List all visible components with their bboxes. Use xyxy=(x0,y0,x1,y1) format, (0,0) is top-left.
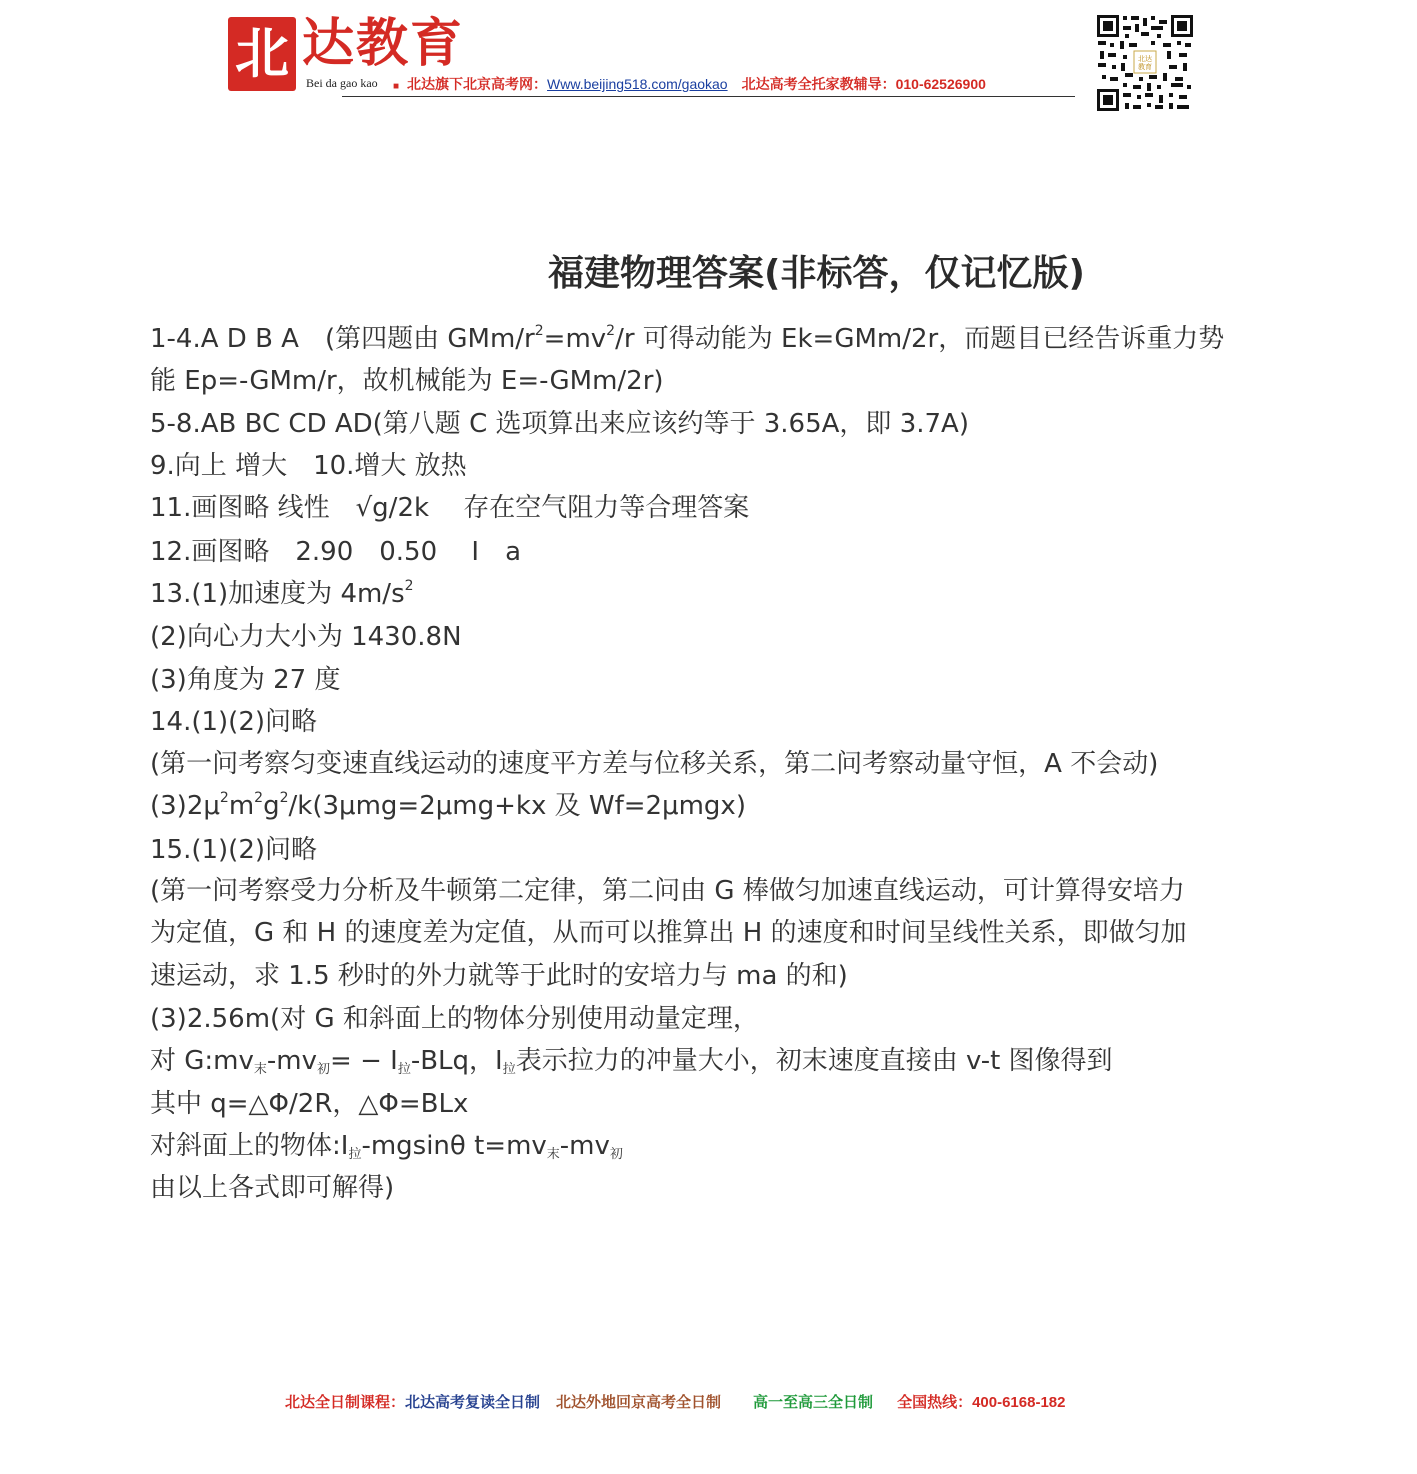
answer-line-3: 5-8.AB BC CD AD(第八题 C 选项算出来应该约等于 3.65A，即 3.7A) xyxy=(150,409,969,439)
answer-line-14: (第一问考察受力分析及牛顿第二定律，第二问由 G 棒做匀加速直线运动，可计算得安培力 xyxy=(150,876,1185,906)
answer-line-19: 其中 q=△Φ/2R，△Φ=BLx xyxy=(150,1089,469,1119)
answer-line-15: 为定值，G 和 H 的速度差为定值，从而可以推算出 H 的速度和时间呈线性关系，即做匀加 xyxy=(150,918,1187,948)
answer-line-8: (2)向心力大小为 1430.8N xyxy=(150,622,462,652)
answer-line-17: (3)2.56m(对 G 和斜面上的物体分别使用动量定理， xyxy=(150,1004,759,1034)
footer xyxy=(285,1393,1065,1413)
logo-title: 达教育 xyxy=(302,13,465,74)
answer-line-16: 速运动，求 1.5 秒时的外力就等于此时的安培力与 ma 的和) xyxy=(150,961,848,991)
answer-line-4: 9.向上 增大 10.增大 放热 xyxy=(150,451,467,481)
header-info-prefix: 北达旗下北京高考网： xyxy=(407,76,548,92)
answer-line-1: 1-4.A D B A (第四题由 GMm/$r^2=mv^2/r$ 可得动能为 Ek=GMm/2r，而题目已经告诉重力势 xyxy=(150,323,1225,354)
logo-char: 北 xyxy=(235,21,289,85)
answer-line-11: (第一问考察匀变速直线运动的速度平方差与位移关系，第二问考察动量守恒，A 不会动) xyxy=(150,749,1159,779)
answer-line-21: 由以上各式即可解得) xyxy=(150,1173,395,1203)
header-website-link[interactable]: Www.beijing518.com/gaokao xyxy=(547,76,728,92)
header-info xyxy=(393,75,986,96)
logo-subtitle: Bei da gao kao xyxy=(306,76,378,90)
footer-hotline: 全国热线：400-6168-182 xyxy=(897,1394,1066,1411)
answer-line-2: 能 Ep=-GMm/r，故机械能为 E=-GMm/2r) xyxy=(150,366,664,396)
footer-course-repeat: 北达高考复读全日制 xyxy=(405,1394,541,1411)
header-info-suffix: 北达高考全托家教辅导：010-62526900 xyxy=(741,76,986,92)
answer-line-18: 对 $G:mv_末-mv_初= - I_拉-BLq$，$I_拉$表示拉力的冲量大小，初末速度直接由 v-t 图像得到 xyxy=(150,1046,1113,1077)
answer-line-5: 11.画图略 线性 √g/2k 存在空气阻力等合理答案 xyxy=(150,493,750,523)
svg-text:北达: 北达 xyxy=(1138,55,1152,63)
square-bullet-icon: ■ xyxy=(393,81,400,92)
footer-course-highschool: 高一至高三全日制 xyxy=(753,1394,874,1411)
answer-line-10: 14.(1)(2)问略 xyxy=(150,707,318,737)
qr-code-icon xyxy=(1096,14,1194,112)
footer-label: 北达全日制课程： xyxy=(285,1394,406,1411)
footer-course-return: 北达外地回京高考全日制 xyxy=(556,1394,722,1411)
document-title: 福建物理答案(非标答，仅记忆版) xyxy=(548,253,1085,294)
answer-line-9: (3)角度为 27 度 xyxy=(150,665,341,695)
answer-line-12: $(3)2\mu^2m^2g^2/k(3\mu mg=2\mu mg+kx$ 及 Wf=2μmgx) xyxy=(150,790,746,821)
answer-line-20: 对斜面上的物体$:I_拉$-mgsinθ $t=mv_末-mv_初$ xyxy=(150,1131,623,1162)
logo-mark xyxy=(228,17,296,91)
svg-text:教育: 教育 xyxy=(1138,63,1152,71)
answer-line-6: 12.画图略 2.90 0.50 Ⅰ a xyxy=(150,537,521,567)
answer-line-13: 15.(1)(2)问略 xyxy=(150,835,318,865)
answer-line-7: 13.(1)加速度为 $4m/s^2$ xyxy=(150,578,414,609)
header-divider xyxy=(342,96,1075,97)
